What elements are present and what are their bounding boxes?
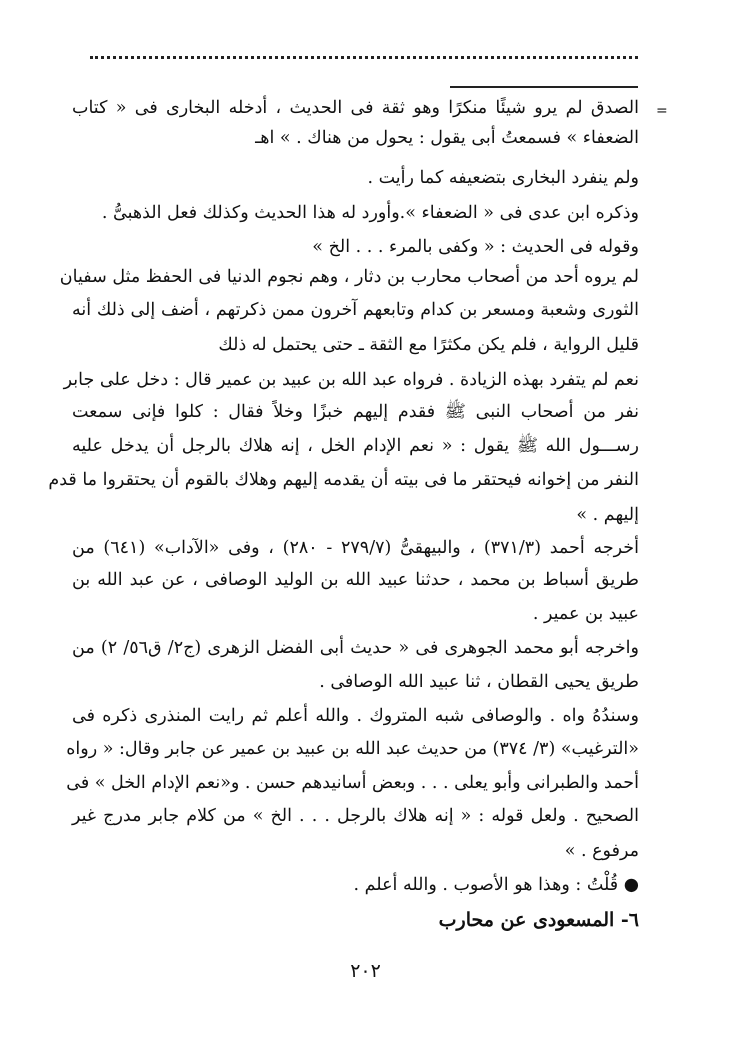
text-line: طريق أسباط بن محمد ، حدثنا عبيد الله بن الوليد الوصافى ، عن عبد الله بن bbox=[72, 570, 639, 590]
text-line: ● قُلْتُ : وهذا هو الأصوب . والله أعلم . bbox=[353, 875, 639, 895]
text-line: النفر من إخوانه فيحتقر ما فى بيته أن يقدمه إليهم وهلاك بالقوم أن يحتقروا ما قدم bbox=[48, 470, 639, 490]
text-line: أخرجه أحمد (٣٧١/٣) ، والبيهقىُّ (٢٧٩/٧ - ٢٨٠) ، وفى «الآداب» (٦٤١) من bbox=[72, 538, 639, 558]
text-line: «الترغيب» (٣/ ٣٧٤) من حديث عبد الله بن عبيد بن عمير عن جابر وقال: « رواه bbox=[66, 739, 639, 759]
text-line: عبيد بن عمير . bbox=[532, 604, 639, 624]
text-line: نفر من أصحاب النبى ﷺ فقدم إليهم خبزًا وخلاً فقال : كلوا فإنى سمعت bbox=[72, 402, 639, 422]
text-line: إليهم . » bbox=[576, 505, 639, 525]
text-line: قليل الرواية ، فلم يكن مكثرًا مع الثقة ـ حتى يحتمل له ذلك bbox=[218, 335, 639, 355]
header-solid-rule bbox=[450, 86, 638, 88]
text-line: واخرجه أبو محمد الجوهرى فى « حديث أبى الفضل الزهرى (ج٢/ ق٥٦/ ٢) من bbox=[72, 638, 639, 658]
text-line: ولم ينفرد البخارى بتضعيفه كما رأيت . bbox=[367, 168, 639, 188]
text-line: وقوله فى الحديث : « وكفى بالمرء . . . الخ » bbox=[312, 237, 639, 257]
text-line: نعم لم يتفرد بهذه الزيادة . فرواه عبد الله بن عبيد بن عمير قال : دخل على جابر bbox=[63, 370, 639, 390]
text-line: وسندُهُ واه . والوصافى شبه المتروك . والله أعلم ثم رايت المنذرى ذكره فى bbox=[72, 706, 639, 726]
text-line: الضعفاء » فسمعتُ أبى يقول : يحول من هناك . » اهـ bbox=[255, 128, 639, 148]
text-line: طريق يحيى القطان ، ثنا عبيد الله الوصافى . bbox=[319, 672, 639, 692]
text-line: لم يروه أحد من أصحاب محارب بن دثار ، وهم نجوم الدنيا فى الحفظ مثل سفيان bbox=[59, 267, 639, 287]
page-number: ٢٠٢ bbox=[350, 960, 381, 982]
text-line: الصحيح . ولعل قوله : « إنه هلاك بالرجل . . . الخ » من كلام جابر مدرج غير bbox=[72, 806, 639, 826]
text-line: رســـول الله ﷺ يقول : « نعم الإدام الخل ، إنه هلاك بالرجل أن يدخل عليه bbox=[72, 436, 639, 456]
text-line: الصدق لم يرو شيئًا منكرًا وهو ثقة فى الحديث ، أدخله البخارى فى « كتاب bbox=[72, 98, 639, 118]
margin-mark: = bbox=[656, 103, 668, 119]
text-line: مرفوع . » bbox=[564, 841, 639, 861]
section-heading: ٦- المسعودى عن محارب bbox=[438, 909, 639, 931]
text-line: وذكره ابن عدى فى « الضعفاء ».وأورد له هذا الحديث وكذلك فعل الذهبىُّ . bbox=[101, 203, 639, 223]
header-dotted-rule bbox=[90, 56, 638, 71]
text-line: الثورى وشعبة ومسعر بن كدام وتابعهم آخرون ممن ذكرتهم ، أضف إلى ذلك أنه bbox=[72, 300, 639, 320]
text-line: أحمد والطبرانى وأبو يعلى . . . وبعض أسانيدهم حسن . و«نعم الإدام الخل » فى bbox=[66, 773, 639, 793]
